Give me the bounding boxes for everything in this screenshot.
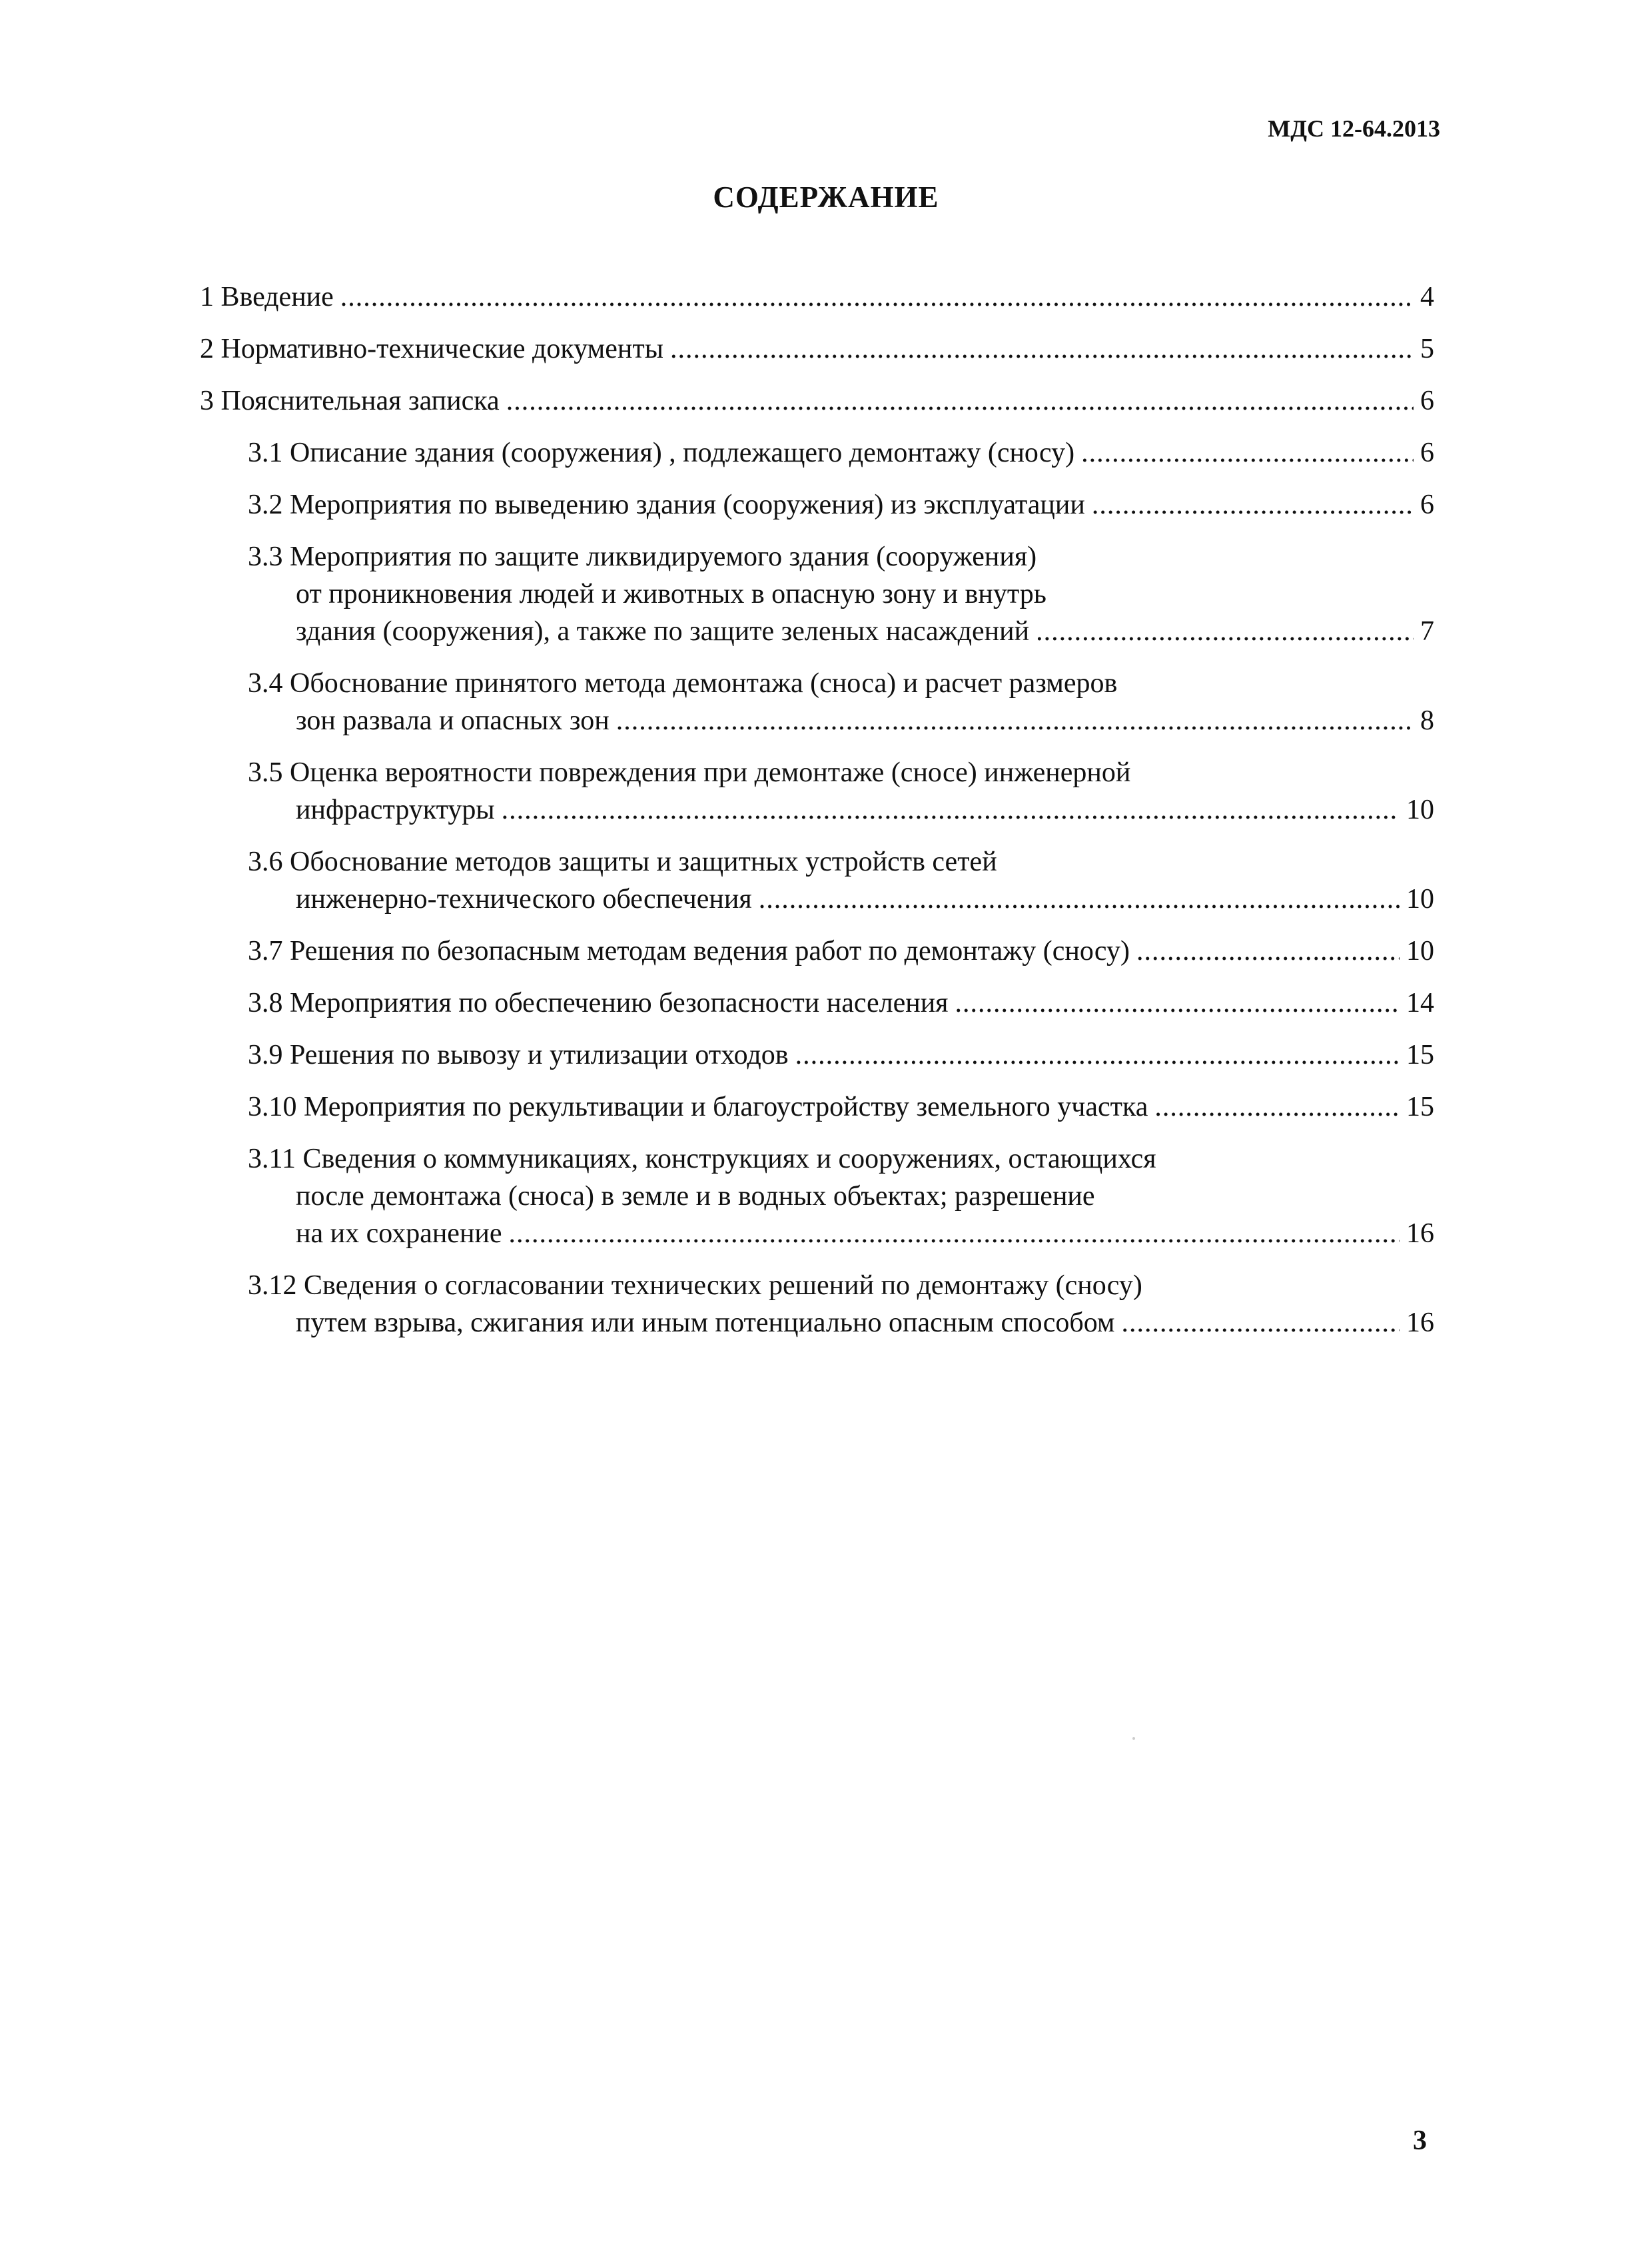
toc-leader-dots [670, 330, 1414, 368]
toc-page-number: 10 [1406, 936, 1434, 966]
toc-entry-line [248, 984, 1434, 1022]
toc-entry-line [248, 754, 1434, 791]
toc-entry-text: зон развала и опасных зон [296, 705, 610, 736]
toc-entry-line [200, 382, 1434, 420]
toc-entry-line [248, 843, 1434, 881]
table-of-contents [200, 278, 1434, 1356]
toc-entry-line [248, 791, 1434, 829]
toc-entry-text: 3 Пояснительная записка [200, 386, 500, 416]
toc-entry-text: путем взрыва, сжигания или иным потенциально опасным способом [296, 1308, 1115, 1338]
toc-page-number: 15 [1406, 1040, 1434, 1070]
toc-entry [200, 1088, 1434, 1126]
toc-page-number: 10 [1406, 795, 1434, 825]
toc-entry [200, 278, 1434, 316]
toc-leader-dots [1121, 1304, 1400, 1341]
toc-leader-dots [509, 1215, 1400, 1252]
toc-entry [200, 382, 1434, 420]
toc-entry-text: 2 Нормативно-технические документы [200, 334, 663, 364]
toc-entry-line [248, 933, 1434, 970]
toc-entry-line [248, 434, 1434, 472]
toc-entry-text: 3.3 Мероприятия по защите ликвидируемого здания (сооружения) [248, 542, 1037, 572]
scan-speck [1132, 1737, 1135, 1740]
toc-entry-text: инфраструктуры [296, 795, 495, 825]
toc-leader-dots [1036, 613, 1414, 650]
toc-entry-line [248, 1036, 1434, 1074]
toc-entry-line [248, 538, 1434, 575]
toc-entry [200, 1036, 1434, 1074]
toc-entry [200, 538, 1434, 650]
toc-page-number: 10 [1406, 884, 1434, 915]
toc-page-number: 7 [1420, 616, 1434, 647]
toc-entry-text: 1 Введение [200, 282, 334, 312]
toc-page-number: 5 [1420, 334, 1434, 364]
toc-leader-dots [340, 278, 1414, 316]
toc-entry-line [248, 881, 1434, 918]
toc-leader-dots [506, 382, 1414, 420]
toc-entry-line [248, 1304, 1434, 1341]
toc-entry-line [248, 575, 1434, 613]
toc-entry-text: инженерно-технического обеспечения [296, 884, 752, 915]
toc-page-number: 4 [1420, 282, 1434, 312]
toc-entry-line [248, 1267, 1434, 1304]
toc-entry-line [248, 665, 1434, 702]
toc-entry-text: 3.4 Обоснование принятого метода демонтажа (сноса) и расчет размеров [248, 668, 1118, 699]
toc-entry-line [200, 278, 1434, 316]
toc-page-number: 6 [1420, 386, 1434, 416]
toc-leader-dots [1136, 933, 1400, 970]
toc-entry-line [248, 1178, 1434, 1215]
toc-page-number: 16 [1406, 1308, 1434, 1338]
toc-page-number: 14 [1406, 988, 1434, 1018]
toc-leader-dots [502, 791, 1400, 829]
toc-page-number: 6 [1420, 438, 1434, 468]
toc-entry [200, 330, 1434, 368]
toc-page-number: 6 [1420, 490, 1434, 520]
toc-entry-text: 3.10 Мероприятия по рекультивации и благоустройству земельного участка [248, 1092, 1148, 1122]
toc-entry-text: 3.6 Обоснование методов защиты и защитных устройств сетей [248, 847, 997, 877]
toc-leader-dots [759, 881, 1400, 918]
document-code: МДС 12-64.2013 [1268, 115, 1440, 142]
toc-entry-line [248, 702, 1434, 739]
toc-entry [200, 754, 1434, 829]
toc-entry-text: 3.7 Решения по безопасным методам ведения работ по демонтажу (сносу) [248, 936, 1130, 966]
toc-entry [200, 843, 1434, 918]
toc-leader-dots [1154, 1088, 1400, 1126]
toc-page-number: 8 [1420, 705, 1434, 736]
toc-entry-text: 3.2 Мероприятия по выведению здания (сооружения) из эксплуатации [248, 490, 1085, 520]
toc-entry-line [248, 486, 1434, 524]
toc-entry-text: 3.12 Сведения о согласовании технических решений по демонтажу (сносу) [248, 1270, 1142, 1301]
toc-entry-line [200, 330, 1434, 368]
toc-entry-text: на их сохранение [296, 1218, 502, 1249]
toc-leader-dots [955, 984, 1400, 1022]
toc-entry-line [248, 1215, 1434, 1252]
toc-entry [200, 665, 1434, 739]
toc-page-number: 16 [1406, 1218, 1434, 1249]
toc-entry [200, 984, 1434, 1022]
toc-entry-text: 3.8 Мероприятия по обеспечению безопасности населения [248, 988, 949, 1018]
toc-entry-text: здания (сооружения), а также по защите зеленых насаждений [296, 616, 1030, 647]
toc-leader-dots [1081, 434, 1414, 472]
toc-entry-text: 3.5 Оценка вероятности повреждения при демонтаже (сносе) инженерной [248, 757, 1131, 788]
toc-entry [200, 933, 1434, 970]
toc-entry-line [248, 1088, 1434, 1126]
toc-entry-text: 3.9 Решения по вывозу и утилизации отходов [248, 1040, 789, 1070]
toc-leader-dots [616, 702, 1414, 739]
toc-entry-text: после демонтажа (сноса) в земле и в водных объектах; разрешение [296, 1181, 1095, 1212]
toc-entry-text: 3.11 Сведения о коммуникациях, конструкциях и сооружениях, остающихся [248, 1144, 1156, 1174]
toc-entry-text: 3.1 Описание здания (сооружения) , подлежащего демонтажу (сносу) [248, 438, 1075, 468]
toc-entry [200, 1267, 1434, 1341]
toc-title: СОДЕРЖАНИЕ [713, 181, 939, 214]
toc-page-number: 15 [1406, 1092, 1434, 1122]
toc-leader-dots [1092, 486, 1414, 524]
toc-leader-dots [795, 1036, 1400, 1074]
toc-entry [200, 486, 1434, 524]
toc-entry [200, 434, 1434, 472]
toc-entry-line [248, 613, 1434, 650]
toc-entry-line [248, 1140, 1434, 1178]
toc-entry [200, 1140, 1434, 1252]
page-number: 3 [1413, 2125, 1427, 2156]
toc-entry-text: от проникновения людей и животных в опасную зону и внутрь [296, 579, 1046, 609]
